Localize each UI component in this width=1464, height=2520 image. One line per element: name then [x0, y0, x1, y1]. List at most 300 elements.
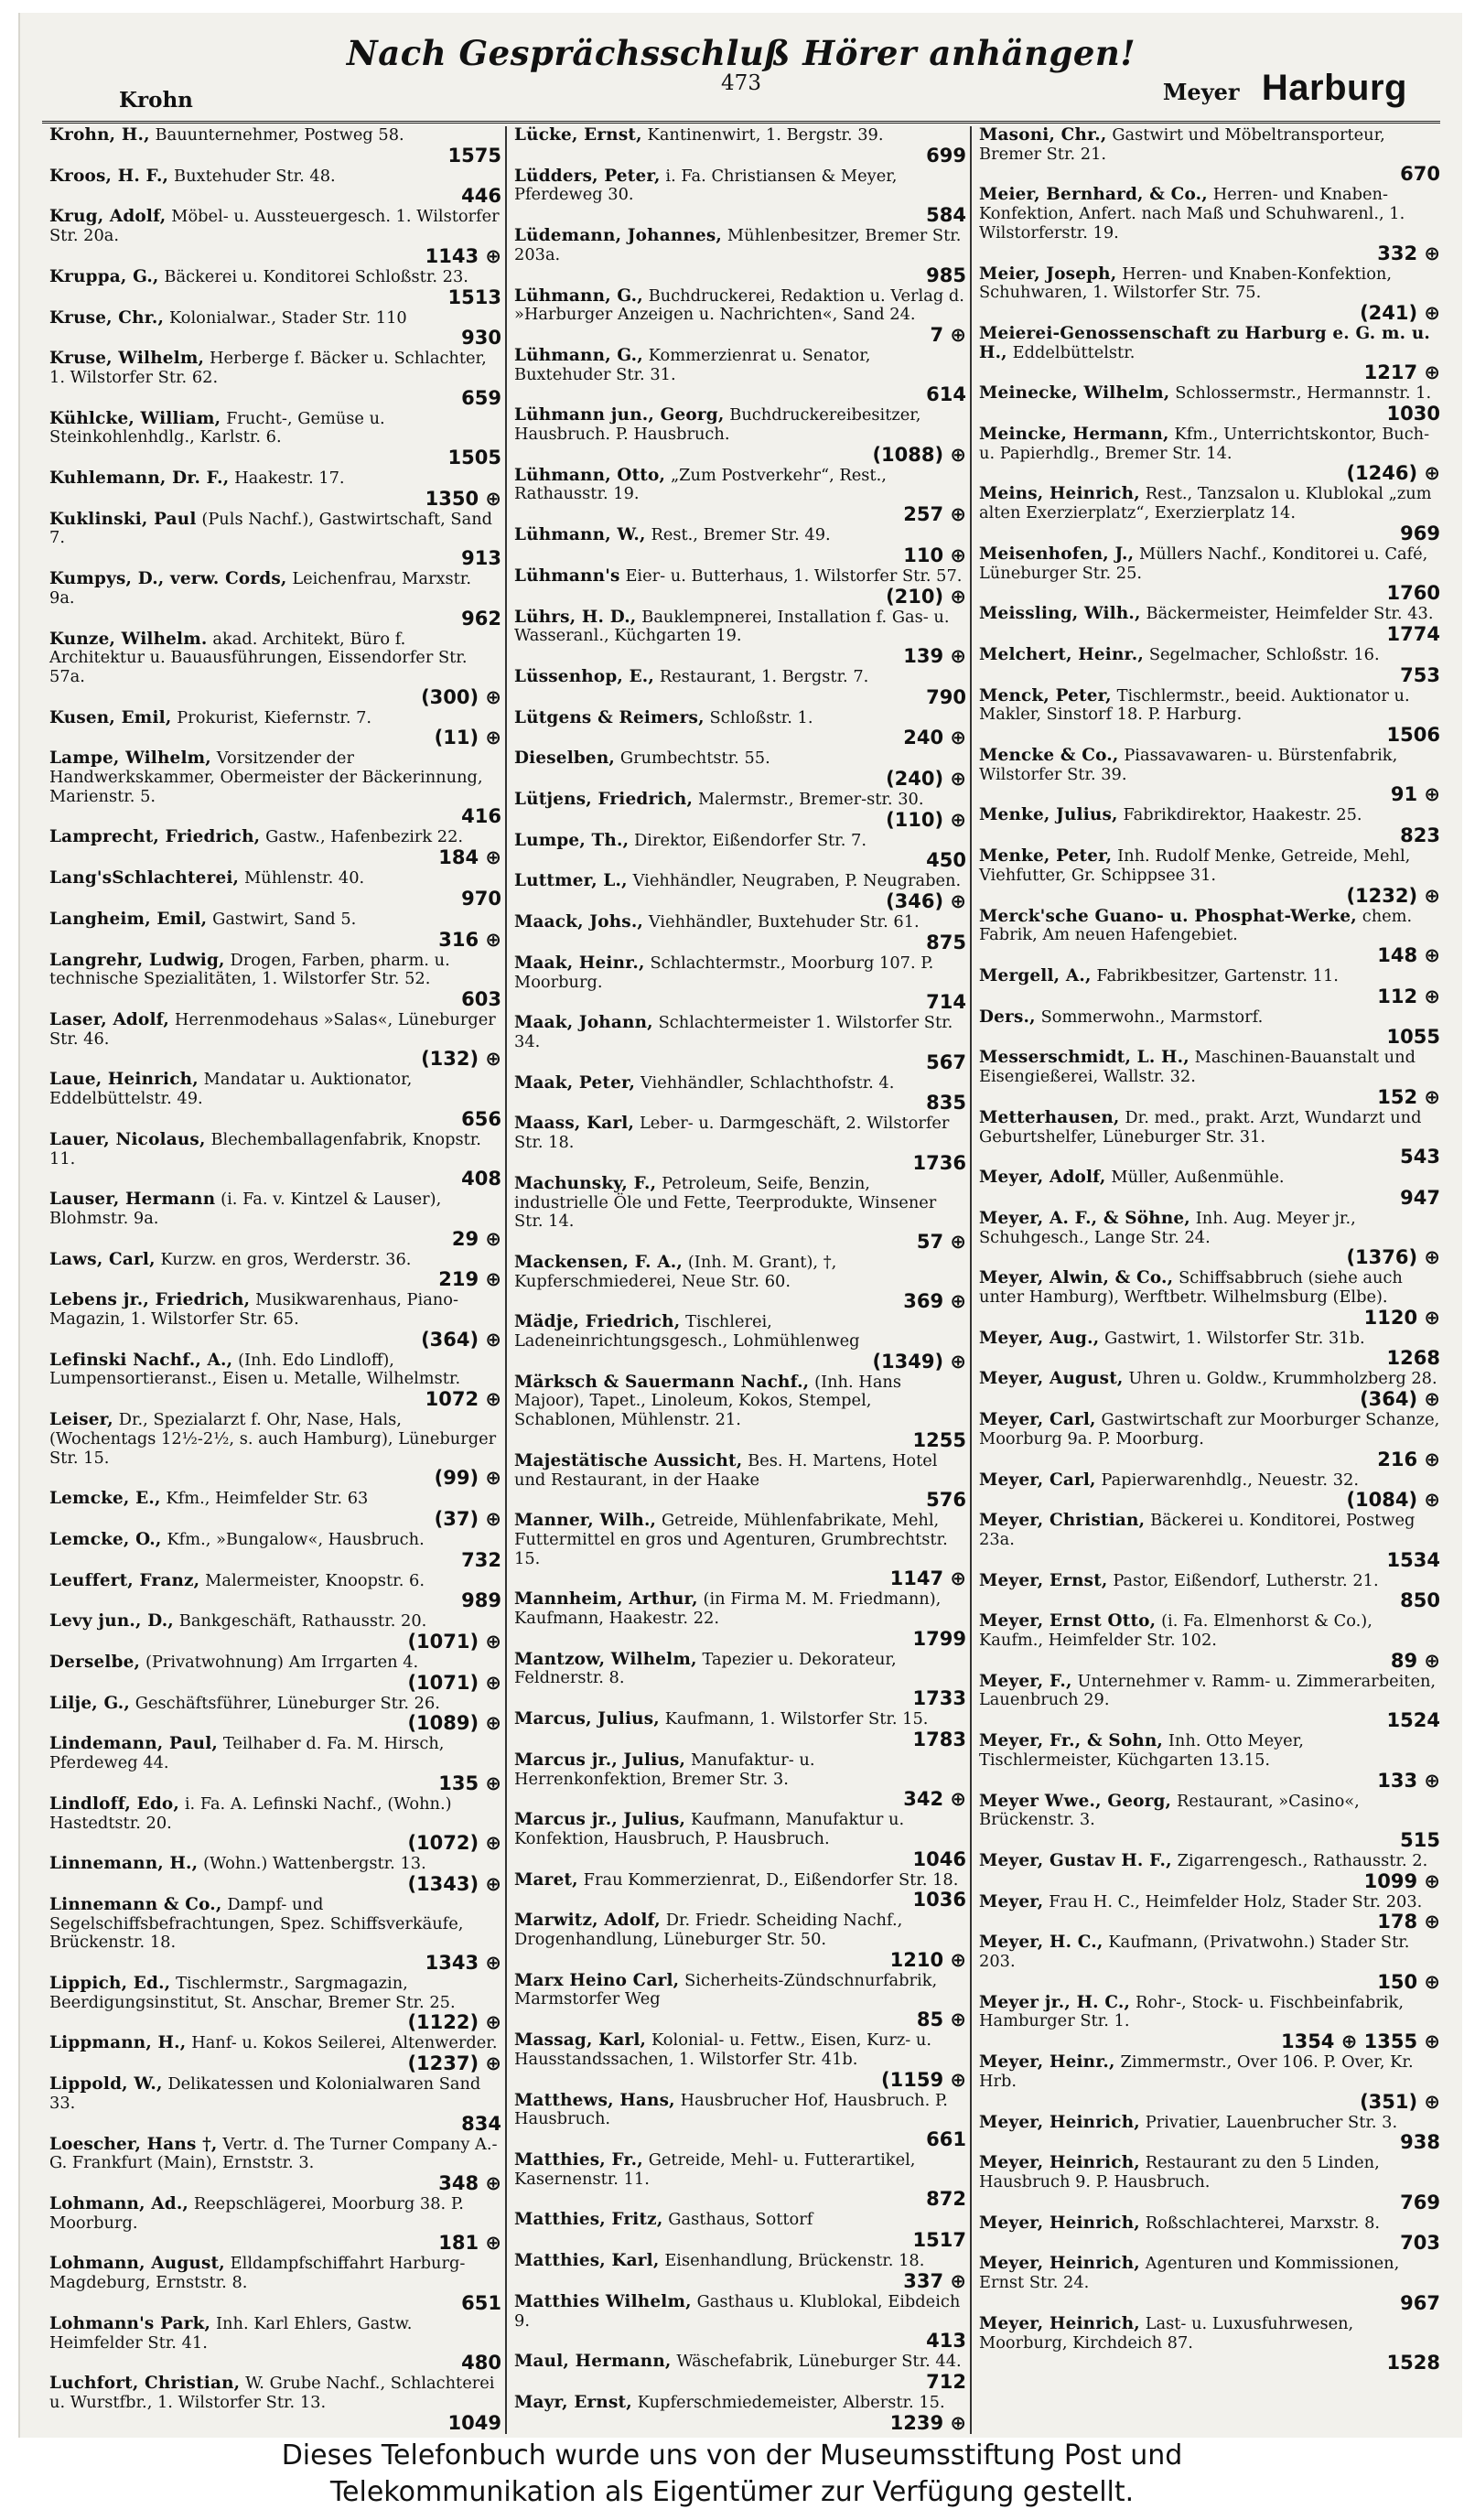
entry-name: Maak, Peter,	[514, 1072, 636, 1093]
entry-detail: akad. Architekt, Büro f. Architektur u. Bauausführungen, Eissendorfer Str. 57a.	[49, 629, 468, 686]
directory-entry	[49, 869, 501, 909]
directory-entry	[514, 872, 966, 911]
entry-detail: Mandatar u. Auktionator, Eddelbüttelstr. 49.	[49, 1070, 413, 1109]
entry-detail: Gastwirt, 1. Wilstorfer Str. 31b.	[1104, 1328, 1365, 1348]
phone-number: 1268	[1386, 1347, 1440, 1370]
phone-number: 408	[461, 1168, 501, 1190]
directory-entry	[514, 2252, 966, 2291]
entry-detail: Kfm., »Bungalow«, Hausbruch.	[167, 1529, 425, 1549]
entry-detail: Getreide, Mühlenfabrikate, Mehl, Futtermittel en gros und Agenturen, Grumbrechtstr. 15.	[514, 1511, 948, 1568]
phone-number: 89 ⊕	[1390, 1649, 1440, 1672]
page-title: Nach Gesprächsschluß Hörer anhängen!	[346, 33, 1136, 73]
phone-number: 1534	[1386, 1548, 1440, 1571]
directory-entry	[514, 347, 966, 404]
entry-name: Lohmann, Ad.,	[49, 2194, 189, 2213]
entry-detail: Gastwirt, Sand 5.	[212, 909, 357, 929]
phone-number: (346) ⊕	[886, 890, 966, 913]
phone-number: 603	[461, 987, 501, 1010]
phone-number: 703	[1400, 2232, 1440, 2255]
phone-number: (1343) ⊕	[407, 1872, 501, 1895]
phone-number: 57 ⊕	[916, 1230, 966, 1253]
directory-entry	[514, 668, 966, 707]
directory-entry	[514, 2353, 966, 2392]
directory-entry	[514, 1811, 966, 1868]
directory-entry	[514, 749, 966, 789]
entry-detail: Elldampfschiffahrt Harburg-Magdeburg, Ernststr. 8.	[49, 2254, 466, 2293]
directory-entry	[49, 208, 501, 265]
directory-entry	[979, 1370, 1440, 1409]
entry-detail: Kaufmann, (Privatwohn.) Stader Str. 203.	[979, 1933, 1410, 1972]
entry-name: Menke, Peter,	[979, 846, 1113, 867]
directory-entry	[514, 913, 966, 953]
phone-number: 967	[1400, 2291, 1440, 2314]
entry-name: Lücke, Ernst,	[514, 126, 642, 145]
entry-name: Mayr, Ernst,	[514, 2392, 632, 2412]
entry-name: Langrehr, Ludwig,	[49, 950, 225, 970]
entry-name: Matthies, Fr.,	[514, 2150, 643, 2170]
entry-detail: Reepschlägerei, Moorburg 38. P. Moorburg.	[49, 2194, 464, 2233]
entry-detail: Schlossermstr., Hermannstr. 1.	[1175, 383, 1432, 404]
entry-detail: Mühlenstr. 40.	[244, 868, 365, 888]
directory-entry	[514, 567, 966, 607]
entry-name: Meyer, Carl,	[979, 1470, 1096, 1490]
entry-name: Linnemann, H.,	[49, 1854, 199, 1874]
phone-number: 913	[461, 547, 501, 570]
entry-detail: Grumbechtstr. 55.	[619, 748, 770, 769]
directory-entry	[49, 910, 501, 950]
directory-entry	[49, 2195, 501, 2253]
entry-name: Lauer, Nicolaus,	[49, 1129, 206, 1149]
directory-entry	[979, 1512, 1440, 1569]
entry-detail: Rohr-, Stock- u. Fischbeinfabrik, Hamburger Str. 1.	[979, 1992, 1404, 2031]
entry-name: Lang'sSchlachterei,	[49, 868, 240, 888]
directory-entry	[514, 1074, 966, 1114]
phone-number: 614	[926, 383, 966, 406]
directory-entry	[514, 1512, 966, 1588]
entry-name: Langheim, Emil,	[49, 909, 208, 929]
phone-number: (351) ⊕	[1360, 2090, 1440, 2113]
directory-entry	[49, 350, 501, 407]
phone-number: 712	[926, 2370, 966, 2393]
phone-number: 1575	[447, 144, 501, 167]
entry-detail: Gasthaus u. Klublokal, Eibdeich 9.	[514, 2291, 961, 2331]
directory-entry	[49, 630, 501, 707]
entry-name: Kuhlemann, Dr. F.,	[49, 468, 230, 489]
entry-detail: Bäckerei u. Konditorei Schloßstr. 23.	[164, 266, 468, 286]
phone-number: 413	[926, 2330, 966, 2353]
entry-detail: Frau Kommerzienrat, D., Eißendorfer Str. 18.	[583, 1869, 959, 1890]
entry-detail: Zigarrengesch., Rathausstr. 2.	[1177, 1850, 1428, 1870]
phone-number: (11) ⊕	[434, 727, 501, 749]
entry-detail: Tischlermstr., beeid. Auktionator u. Makler, Sinstorf 18. P. Harburg.	[979, 685, 1410, 725]
entry-detail: Viehhändler, Neugraben, P. Neugraben.	[632, 871, 962, 891]
entry-detail: Agenturen und Kommissionen, Ernst Str. 24.	[979, 2254, 1400, 2293]
phone-number: 139 ⊕	[903, 644, 966, 667]
directory-entry	[979, 1008, 1440, 1048]
entry-detail: Tischlerei, Ladeneinrichtungsgesch., Lohmühlenweg	[514, 1312, 860, 1352]
directory-entry	[979, 1994, 1440, 2052]
directory-entry	[49, 1653, 501, 1693]
directory-entry	[514, 791, 966, 830]
entry-detail: Kolonial- u. Fettw., Eisen, Kurz- u. Hausstandssachen, 1. Wilstorfer Str. 41b.	[514, 2030, 932, 2069]
phone-number: 450	[926, 849, 966, 872]
entry-detail: (i. Fa. v. Kintzel & Lauser), Blohmstr. 9a.	[49, 1190, 442, 1228]
phone-number: 85 ⊕	[916, 2008, 966, 2031]
entry-name: Machunsky, F.,	[514, 1173, 657, 1193]
phone-number: 989	[461, 1589, 501, 1612]
entry-name: Meyer, Alwin, & Co.,	[979, 1268, 1174, 1288]
directory-entry	[979, 908, 1440, 965]
entry-detail: Privatier, Lauenbrucher Str. 3.	[1145, 2112, 1398, 2132]
entry-detail: chem. Fabrik, Am neuen Hafengebiet.	[979, 906, 1413, 945]
entry-name: Mannheim, Arthur,	[514, 1589, 698, 1610]
phone-number: 152 ⊕	[1377, 1085, 1440, 1108]
phone-number: 29 ⊕	[451, 1227, 501, 1250]
directory-entry	[49, 1190, 501, 1248]
directory-entry	[49, 126, 501, 166]
entry-detail: Kfm., Heimfelder Str. 63	[166, 1489, 369, 1509]
entry-detail: Maschinen-Bauanstalt und Eisengießerei, Wallstr. 32.	[979, 1048, 1416, 1087]
entry-name: Dieselben,	[514, 748, 616, 769]
directory-entry	[514, 2092, 966, 2149]
directory-entry	[514, 2293, 966, 2351]
entry-detail: Inh. Rudolf Menke, Getreide, Mehl, Viehfutter, Gr. Schippsee 31.	[979, 846, 1411, 885]
entry-detail: Frau H. C., Heimfelder Holz, Stader Str. 203.	[1049, 1891, 1423, 1912]
phone-number: 1350 ⊕	[425, 487, 501, 510]
entry-detail: (in Firma M. M. Friedmann), Kaufmann, Haakestr. 22.	[514, 1589, 942, 1629]
directory-entry	[979, 1168, 1440, 1208]
entry-detail: (i. Fa. Elmenhorst & Co.), Kaufm., Heimfelder Str. 102.	[979, 1611, 1372, 1651]
directory-entry	[514, 1175, 966, 1252]
entry-name: Matthies, Karl,	[514, 2251, 660, 2271]
entry-name: Luttmer, L.,	[514, 871, 628, 891]
directory-entry	[514, 2031, 966, 2089]
directory-entry	[979, 1109, 1440, 1167]
entry-name: Meyer, Heinrich,	[979, 2153, 1140, 2173]
entry-detail: Segelmacher, Schloßstr. 16.	[1148, 644, 1380, 664]
phone-number: 985	[926, 264, 966, 286]
phone-number: 1760	[1386, 582, 1440, 605]
directory-entry	[49, 1490, 501, 1529]
phone-number: 962	[461, 607, 501, 630]
entry-detail: Fabrikbesitzer, Gartenstr. 11.	[1096, 965, 1339, 985]
entry-name: Maret,	[514, 1869, 578, 1890]
phone-number: (99) ⊕	[434, 1467, 501, 1490]
entry-name: Meyer, H. C.,	[979, 1933, 1103, 1953]
entry-detail: Teilhaber d. Fa. M. Hirsch, Pferdeweg 44.	[49, 1734, 445, 1773]
entry-detail: Restaurant, 1. Bergstr. 7.	[659, 666, 869, 686]
entry-detail: Rest., Bremer Str. 49.	[651, 525, 831, 545]
directory-entry	[979, 2315, 1440, 2373]
phone-number: 769	[1400, 2191, 1440, 2213]
phone-number: (1071) ⊕	[407, 1631, 501, 1653]
directory-entry	[979, 126, 1440, 184]
entry-name: Meyer, Heinr.,	[979, 2052, 1115, 2073]
directory-entry	[514, 2211, 966, 2250]
entry-name: Kumpys, D., verw. Cords,	[49, 569, 287, 589]
directory-entry	[979, 545, 1440, 603]
entry-name: Meyer, F.,	[979, 1671, 1072, 1691]
entry-name: Lohmann, August,	[49, 2254, 225, 2274]
directory-entry	[514, 1972, 966, 2030]
entry-detail: Bes. H. Martens, Hotel und Restaurant, in der Haake	[514, 1450, 938, 1490]
entry-name: Lindloff, Edo,	[49, 1793, 179, 1814]
entry-name: Meisenhofen, J.,	[979, 544, 1135, 564]
entry-detail: Gastwirtschaft zur Moorburger Schanze, Moorburg 9a. P. Moorburg.	[979, 1410, 1440, 1448]
entry-name: Kruse, Wilhelm,	[49, 349, 205, 369]
phone-number: 133 ⊕	[1377, 1769, 1440, 1792]
phone-number: 651	[461, 2291, 501, 2314]
phone-number: 1255	[912, 1428, 966, 1451]
entry-detail: Viehhändler, Schlachthofstr. 4.	[640, 1072, 895, 1093]
entry-detail: Dr. Friedr. Scheiding Nachf., Drogenhandlung, Lüneburger Str. 50.	[514, 1911, 903, 1950]
entry-name: Lemcke, E.,	[49, 1489, 161, 1509]
phone-number: 1513	[447, 285, 501, 308]
entry-detail: Kurzw. en gros, Werderstr. 36.	[160, 1249, 412, 1269]
entry-name: Meyer, August,	[979, 1369, 1124, 1389]
entry-detail: Restaurant, »Casino«, Brückenstr. 3.	[979, 1791, 1360, 1830]
entry-detail: Buxtehuder Str. 48.	[174, 166, 336, 186]
entry-name: Matthews, Hans,	[514, 2090, 675, 2110]
directory-entry	[49, 1352, 501, 1409]
phone-number: 1343 ⊕	[425, 1952, 501, 1975]
entry-detail: Dr. med., prakt. Arzt, Wundarzt und Geburtshelfer, Lüneburger Str. 31.	[979, 1107, 1422, 1147]
entry-detail: Malermeister, Knoopstr. 6.	[205, 1570, 425, 1590]
phone-number: 112 ⊕	[1377, 985, 1440, 1007]
entry-detail: Rest., Tanzsalon u. Klublokal „zum alten Exerzierplatz“, Exerzierplatz 14.	[979, 484, 1432, 523]
phone-number: 1524	[1386, 1709, 1440, 1732]
directory-entry	[979, 747, 1440, 804]
phone-number: 834	[461, 2112, 501, 2135]
entry-name: Lütgens & Reimers,	[514, 707, 705, 727]
phone-number: 790	[926, 685, 966, 708]
phone-number: 875	[926, 931, 966, 953]
directory-entry	[979, 1049, 1440, 1106]
phone-number: (364) ⊕	[421, 1328, 501, 1351]
directory-entry	[514, 1710, 966, 1750]
location-name: Harburg	[1261, 68, 1407, 108]
phone-number: 938	[1400, 2131, 1440, 2154]
entry-detail: Schlachtermeister 1. Wilstorfer Str. 34.	[514, 1013, 953, 1051]
scanned-page	[18, 13, 1462, 2438]
entry-detail: Gasthaus, Sottorf	[668, 2210, 813, 2230]
directory-entry	[514, 467, 966, 524]
phone-number: 184 ⊕	[438, 846, 501, 869]
phone-number: 930	[461, 327, 501, 350]
entry-detail: Vorsitzender der Handwerkskammer, Obermeister der Bäckerinnung, Marienstr. 5.	[49, 748, 483, 806]
entry-detail: (Puls Nachf.), Gastwirtschaft, Sand 7.	[49, 509, 493, 548]
directory-entry	[49, 1795, 501, 1853]
entry-name: Krug, Adolf,	[49, 207, 167, 227]
entry-name: Manner, Wilh.,	[514, 1511, 657, 1531]
entry-name: Mencke & Co.,	[979, 746, 1119, 766]
entry-name: Lebens jr., Friedrich,	[49, 1290, 251, 1310]
phone-number: 480	[461, 2352, 501, 2375]
right-header	[1163, 68, 1407, 109]
entry-name: Lühmann, Otto,	[514, 465, 666, 485]
directory-entry	[49, 268, 501, 307]
directory-entry	[979, 1793, 1440, 1850]
directory-entry	[49, 570, 501, 628]
phone-number: (1246) ⊕	[1346, 462, 1440, 485]
phone-number: 567	[926, 1050, 966, 1073]
entry-detail: Schiffsabbruch (siehe auch unter Hamburg), Werftbetr. Wilhelmsburg (Elbe).	[979, 1268, 1403, 1308]
entry-name: Kruppa, G.,	[49, 266, 159, 286]
phone-number: 1506	[1386, 724, 1440, 747]
phone-number: (241) ⊕	[1360, 301, 1440, 324]
entry-name: Loescher, Hans †,	[49, 2134, 218, 2154]
directory-entry	[514, 526, 966, 565]
directory-entry	[514, 126, 966, 166]
entry-name: Matthies Wilhelm,	[514, 2291, 692, 2311]
phone-number: 543	[1400, 1146, 1440, 1168]
phone-number: 850	[1400, 1589, 1440, 1612]
entry-detail: Delikatessen und Kolonialwaren Sand 33.	[49, 2074, 481, 2113]
entry-name: Lumpe, Th.,	[514, 830, 630, 850]
phone-number: 835	[926, 1092, 966, 1115]
phone-number: 1528	[1386, 2352, 1440, 2375]
directory-entry	[979, 2214, 1440, 2254]
phone-number: 7 ⊕	[930, 323, 966, 346]
entry-detail: Mühlenbesitzer, Bremer Str. 203a.	[514, 226, 962, 264]
directory-entry	[49, 749, 501, 826]
phone-number: 332 ⊕	[1377, 242, 1440, 264]
entry-name: Messerschmidt, L. H.,	[979, 1048, 1190, 1068]
entry-detail: Herren- und Knaben-Konfektion, Schuhwaren, 1. Wilstorfer Str. 75.	[979, 264, 1393, 303]
entry-name: Mackensen, F. A.,	[514, 1252, 684, 1272]
entry-name: Lühmann, G.,	[514, 345, 643, 365]
right-keyword: Meyer	[1162, 79, 1240, 105]
entry-name: Lefinski Nachf., A.,	[49, 1350, 233, 1370]
phone-number: 872	[926, 2188, 966, 2211]
entry-detail: Kupferschmiedemeister, Alberstr. 15.	[637, 2392, 945, 2412]
phone-number: 661	[926, 2128, 966, 2150]
phone-number: 91 ⊕	[1390, 783, 1440, 806]
phone-number: 316 ⊕	[438, 928, 501, 951]
directory-entry	[514, 287, 966, 345]
directory-entry	[979, 1471, 1440, 1511]
phone-number: 1143 ⊕	[425, 244, 501, 267]
entry-detail: Wäschefabrik, Lüneburger Str. 44.	[676, 2352, 962, 2372]
entry-detail: „Zum Postverkehr“, Rest., Rathausstr. 19.	[514, 465, 887, 504]
entry-name: Lührs, H. D.,	[514, 607, 637, 627]
phone-number: 753	[1400, 663, 1440, 686]
directory-entry	[49, 1695, 501, 1734]
phone-number: 416	[461, 805, 501, 828]
entry-detail: Inh. Karl Ehlers, Gastw. Heimfelder Str. 41.	[49, 2313, 413, 2353]
entry-detail: Drogen, Farben, pharm. u. technische Spezialitäten, 1. Wilstorfer Str. 52.	[49, 950, 450, 989]
entry-name: Meier, Joseph,	[979, 264, 1117, 284]
directory-entry	[979, 687, 1440, 745]
phone-number: (364) ⊕	[1360, 1388, 1440, 1411]
directory-entry	[514, 1912, 966, 1969]
directory-entry	[514, 1313, 966, 1371]
entry-detail: Kommerzienrat u. Senator, Buxtehuder Str. 31.	[514, 345, 871, 384]
footer-line-1: Dieses Telefonbuch wurde uns von der Museumsstiftung Post und	[281, 2439, 1183, 2472]
entry-detail: Kaufmann, Manufaktur u. Konfektion, Hausbruch, P. Hausbruch.	[514, 1810, 905, 1848]
entry-detail: Bäckerei u. Konditorei, Postweg 23a.	[979, 1511, 1416, 1549]
entry-detail: Leber- u. Darmgeschäft, 2. Wilstorfer Str. 18.	[514, 1114, 950, 1153]
phone-number: (1159 ⊕	[881, 2068, 966, 2091]
phone-number: 656	[461, 1107, 501, 1130]
phone-number: (1084) ⊕	[1346, 1489, 1440, 1512]
entry-detail: Hausbrucher Hof, Hausbruch. P. Hausbruch.	[514, 2090, 948, 2129]
entry-detail: Buchdruckerei, Redaktion u. Verlag d. »Harburger Anzeigen u. Nachrichten«, Sand 24.	[514, 285, 964, 325]
phone-number: 348 ⊕	[438, 2172, 501, 2194]
directory-entry	[979, 1210, 1440, 1267]
phone-number: (1232) ⊕	[1346, 884, 1440, 907]
entry-detail: Herren- und Knaben-Konfektion, Anfert. nach Maß und Schuhwarenl., 1. Wilstorferstr. 19.	[979, 185, 1405, 242]
entry-detail: Uhren u. Goldw., Krummholzberg 28.	[1128, 1369, 1437, 1389]
directory-entry	[514, 1871, 966, 1911]
directory-entry	[49, 1975, 501, 2032]
entry-detail: Unternehmer v. Ramm- u. Zimmerarbeiten, Lauenbruch 29.	[979, 1671, 1437, 1710]
entry-name: Leiser,	[49, 1410, 113, 1430]
phone-number: 1046	[912, 1847, 966, 1870]
entry-detail: Hanf- u. Kokos Seilerei, Altenwerder.	[191, 2033, 498, 2053]
directory-entry	[49, 2255, 501, 2312]
phone-number: 178 ⊕	[1377, 1911, 1440, 1933]
directory-entry	[49, 1531, 501, 1570]
entry-detail: Gastwirt und Möbeltransporteur, Bremer Str. 21.	[979, 126, 1385, 164]
header-rule	[42, 121, 1440, 124]
phone-number: 1799	[912, 1627, 966, 1650]
directory-entry	[514, 1651, 966, 1708]
entry-name: Lüdders, Peter,	[514, 166, 661, 186]
entry-name: Meincke, Hermann,	[979, 425, 1169, 445]
entry-detail: Vertr. d. The Turner Company A.-G. Frankfurt (Main), Ernststr. 3.	[49, 2134, 498, 2173]
entry-detail: (Inh. Edo Lindloff), Lumpensortieranst., Eisen u. Metalle, Wilhelmstr.	[49, 1350, 461, 1389]
phone-number: 1030	[1386, 403, 1440, 425]
directory-entry	[979, 1893, 1440, 1933]
directory-entry	[979, 2154, 1440, 2212]
directory-entry	[979, 2255, 1440, 2312]
entry-detail: Blechemballagenfabrik, Knopstr. 11.	[49, 1129, 481, 1168]
directory-entry	[49, 2075, 501, 2133]
phone-number: 1099 ⊕	[1363, 1869, 1440, 1892]
entry-name: Maass, Karl,	[514, 1114, 635, 1134]
phone-number: 947	[1400, 1186, 1440, 1209]
phone-number: 181 ⊕	[438, 2232, 501, 2255]
entry-detail: Herrenmodehaus »Salas«, Lüneburger Str. 46.	[49, 1009, 496, 1049]
entry-name: Meyer, Ernst Otto,	[979, 1611, 1157, 1632]
entry-name: Metterhausen,	[979, 1107, 1120, 1127]
entry-name: Melchert, Heinr.,	[979, 644, 1144, 664]
directory-entry	[979, 425, 1440, 483]
directory-entry	[49, 1612, 501, 1652]
directory-entry	[514, 1590, 966, 1648]
phone-number: 714	[926, 991, 966, 1014]
directory-entry	[514, 608, 966, 666]
entry-detail: Dampf- und Segelschiffsbefrachtungen, Spez. Schiffsverkäufe, Brückenstr. 18.	[49, 1894, 464, 1953]
entry-name: Kroos, H. F.,	[49, 166, 169, 186]
directory-column-3	[972, 126, 1448, 2434]
phone-number: 1120 ⊕	[1363, 1306, 1440, 1329]
entry-name: Lüdemann, Johannes,	[514, 226, 723, 246]
directory-column-2	[507, 126, 974, 2434]
phone-number: 342 ⊕	[903, 1788, 966, 1811]
entry-detail: Tapezier u. Dekorateur, Feldnerstr. 8.	[514, 1649, 897, 1688]
phone-number: 699	[926, 144, 966, 167]
directory-entry	[514, 709, 966, 748]
entry-detail: Frucht-, Gemüse u. Steinkohlenhdlg., Karlstr. 6.	[49, 408, 385, 447]
entry-name: Meyer, Gustav H. F.,	[979, 1850, 1172, 1870]
directory-entry	[514, 227, 966, 285]
entry-detail: i. Fa. Christiansen & Meyer, Pferdeweg 30.	[514, 166, 898, 205]
footer-notice	[0, 2438, 1464, 2520]
directory-entry	[979, 1933, 1440, 1991]
entry-name: Marcus jr., Julius,	[514, 1750, 686, 1770]
